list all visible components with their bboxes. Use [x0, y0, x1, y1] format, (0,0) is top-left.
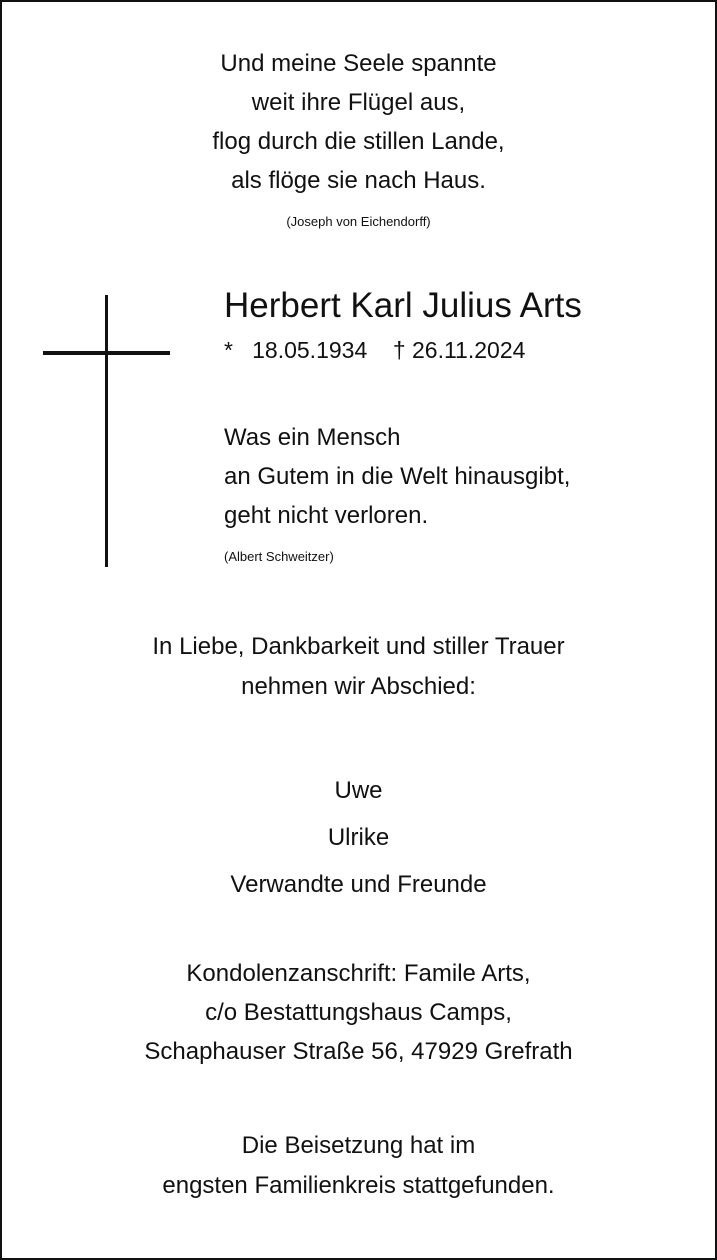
- farewell-text: [0, 627, 717, 707]
- burial-line: Die Beisetzung hat im: [241, 1132, 476, 1159]
- mourners-list: [0, 767, 717, 908]
- death-symbol: †: [392, 337, 406, 363]
- condolence-address: [0, 954, 717, 1071]
- quote-line: an Gutem in die Welt hinausgibt,: [224, 463, 571, 490]
- burial-notice: [0, 1126, 717, 1206]
- quote-line: Was ein Mensch: [224, 424, 401, 451]
- poem: [0, 44, 717, 200]
- poem-line: als flöge sie nach Haus.: [231, 167, 486, 194]
- mourner: Uwe: [334, 777, 383, 804]
- burial-line: engsten Familienkreis stattgefunden.: [162, 1172, 555, 1199]
- birth-symbol: *: [224, 337, 233, 363]
- quote: [224, 418, 570, 535]
- poem-source: (Joseph von Eichendorff): [286, 214, 431, 229]
- death-date: 26.11.2024: [412, 337, 526, 363]
- cross-vertical-bar: [105, 295, 108, 567]
- birth-date: 18.05.1934: [252, 337, 368, 363]
- mourner: Ulrike: [327, 824, 390, 851]
- farewell-line: nehmen wir Abschied:: [241, 673, 476, 700]
- life-dates: [224, 337, 525, 364]
- quote-source: (Albert Schweitzer): [224, 549, 334, 564]
- address-line: Schaphauser Straße 56, 47929 Grefrath: [144, 1038, 573, 1065]
- address-line: Kondolenzanschrift: Famile Arts,: [186, 960, 531, 987]
- mourner: Verwandte und Freunde: [230, 871, 487, 898]
- quote-line: geht nicht verloren.: [224, 502, 429, 529]
- deceased-name: Herbert Karl Julius Arts: [224, 286, 582, 325]
- farewell-line: In Liebe, Dankbarkeit und stiller Trauer: [152, 633, 565, 660]
- cross-horizontal-bar: [43, 351, 170, 355]
- poem-line: Und meine Seele spannte: [220, 50, 497, 77]
- address-line: c/o Bestattungshaus Camps,: [205, 999, 512, 1026]
- poem-line: flog durch die stillen Lande,: [212, 128, 505, 155]
- poem-line: weit ihre Flügel aus,: [251, 89, 466, 116]
